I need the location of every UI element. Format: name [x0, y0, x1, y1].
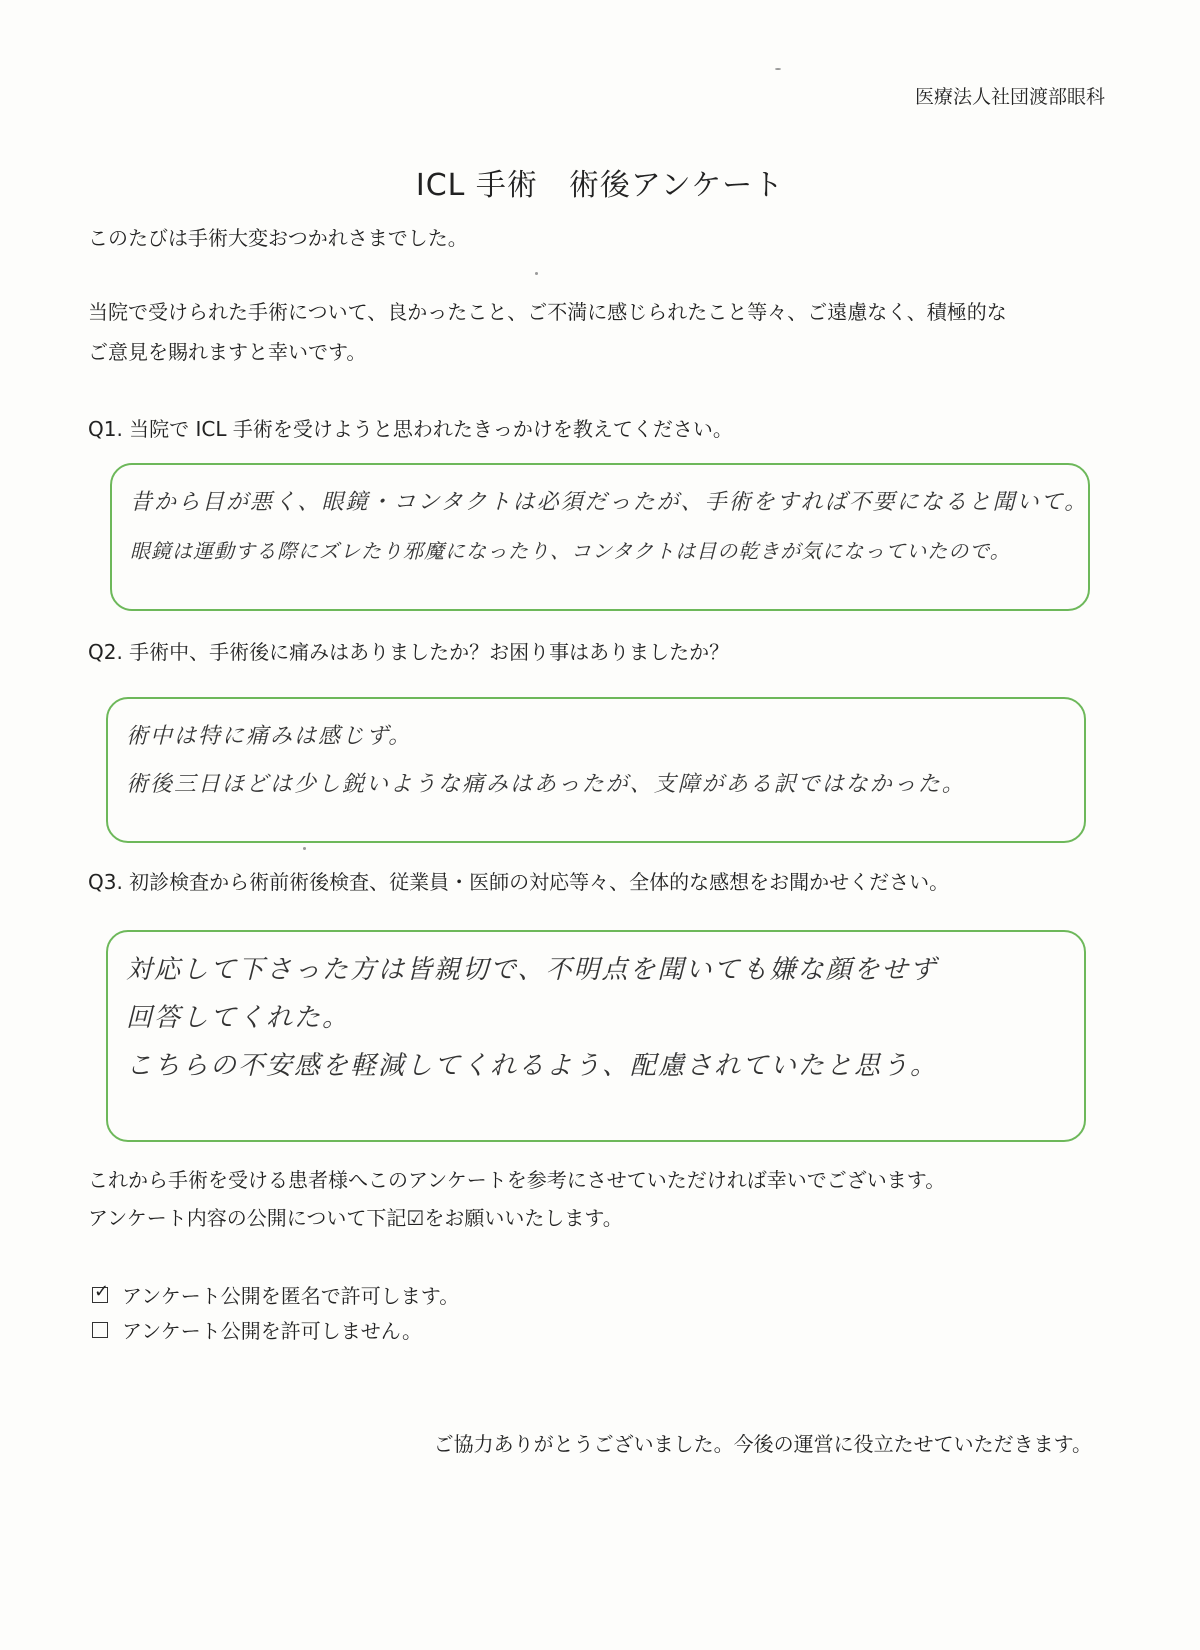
- scan-speck: [303, 847, 306, 850]
- greeting-text: このたびは手術大変おつかれさまでした。: [88, 226, 468, 250]
- question-1-answer-box: [110, 463, 1090, 611]
- option-label: アンケート公開を許可しません。: [122, 1319, 422, 1343]
- scan-speck: [535, 272, 538, 275]
- scan-speck: [775, 68, 781, 70]
- option-anonymous-publish[interactable]: [92, 1280, 459, 1309]
- closing-line-2: アンケート内容の公開について下記☑をお願いいたします。: [88, 1206, 623, 1230]
- clinic-name: 医療法人社団渡部眼科: [914, 86, 1105, 108]
- option-label: アンケート公開を匿名で許可します。: [122, 1284, 460, 1308]
- closing-line-1: これから手術を受ける患者様へこのアンケートを参考にさせていただければ幸いでございます。: [88, 1168, 946, 1192]
- intro-paragraph: [88, 292, 1128, 372]
- checkbox-unchecked[interactable]: [92, 1322, 108, 1338]
- intro-line-2: ご意見を賜れますと幸いです。: [88, 340, 367, 364]
- handwritten-answer-line: 昔から目が悪く、眼鏡・コンタクトは必須だったが、手術をすれば不要になると聞いて。: [130, 490, 1089, 515]
- handwritten-answer-line: こちらの不安感を軽減してくれるよう、配慮されていたと思う。: [126, 1051, 939, 1081]
- option-no-publish[interactable]: [92, 1315, 422, 1344]
- handwritten-answer-line: 術中は特に痛みは感じず。: [126, 724, 413, 749]
- intro-line-1: 当院で受けられた手術について、良かったこと、ご不満に感じられたこと等々、ご遠慮なく、積極的な: [88, 300, 1007, 324]
- question-2-label: Q2. 手術中、手術後に痛みはありましたか？お困り事はありましたか？: [88, 640, 730, 664]
- question-2-answer-box: [106, 697, 1086, 843]
- handwritten-answer-line: 眼鏡は運動する際にズレたり邪魔になったり、コンタクトは目の乾きが気になっていたので。: [130, 539, 1011, 563]
- checkbox-checked[interactable]: [92, 1280, 110, 1303]
- question-1-label: Q1. 当院で ICL 手術を受けようと思われたきっかけを教えてください。: [88, 417, 733, 441]
- question-3-label: Q3. 初診検査から術前術後検査、従業員・医師の対応等々、全体的な感想をお聞かせください。: [88, 870, 950, 894]
- handwritten-answer-line: 術後三日ほどは少し鋭いような痛みはあったが、支障がある訳ではなかった。: [126, 772, 966, 797]
- question-3-answer-box: [106, 930, 1086, 1142]
- thanks-message: ご協力ありがとうございました。今後の運営に役立たせていただきます。: [433, 1432, 1092, 1456]
- check-mark-icon: ✓: [94, 1280, 110, 1302]
- handwritten-answer-line: 回答してくれた。: [126, 1003, 351, 1033]
- page-title: ICL 手術 術後アンケート: [415, 168, 785, 203]
- handwritten-answer-line: 対応して下さった方は皆親切で、不明点を聞いても嫌な顔をせず: [126, 955, 938, 985]
